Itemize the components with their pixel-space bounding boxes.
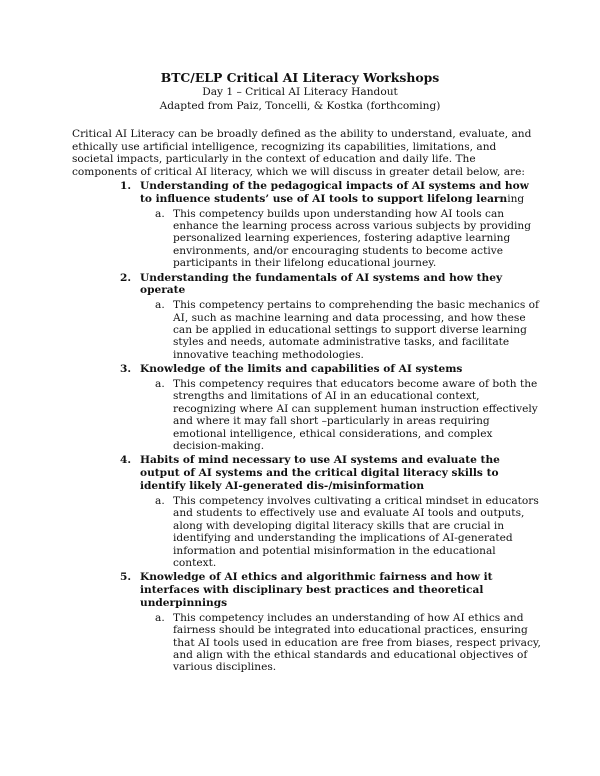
competency-description: This competency involves cultivating a critical mindset in educators and students to effectively use and evaluate AI tools and outputs, along with developing digital literacy skills that are crucial in identifying and understanding the implications of AI-generated information and potential misinformation in the educational context. bbox=[173, 494, 539, 569]
description-letter: a. bbox=[155, 299, 165, 312]
competency-item bbox=[72, 272, 542, 362]
competency-number: 1. bbox=[120, 180, 132, 192]
competency-heading-text: Knowledge of the limits and capabilities of AI systems bbox=[140, 363, 463, 376]
competency-heading bbox=[140, 272, 542, 298]
intro-paragraph: Critical AI Literacy can be broadly defined as the ability to understand, evaluate, and ethically use artificial intelligence, recognizing its capabilities, limitations, and societal impacts, particularly in the context of education and daily life. The components of critical AI literacy, which we will discuss in greater detail below, are: bbox=[72, 128, 532, 178]
competency-number: 5. bbox=[120, 571, 132, 584]
competency-item bbox=[72, 571, 542, 673]
competency-heading-text: Knowledge of AI ethics and algorithmic fairness and how it interfaces with disciplinary best practices and theoretical underpinnings bbox=[140, 571, 493, 609]
competency-description-item bbox=[140, 208, 542, 270]
competency-heading bbox=[140, 363, 542, 376]
competency-item bbox=[72, 180, 542, 270]
competency-description: This competency requires that educators become aware of both the strengths and limitations of AI in an educational context, recognizing where AI can supplement human instruction effectively and where it may fall short –particularly in areas requiring emotional intelligence, ethical considerations, and complex decision-making. bbox=[173, 378, 538, 453]
description-letter: a. bbox=[155, 611, 165, 624]
competency-number: 4. bbox=[120, 454, 132, 467]
competency-description: This competency builds upon understanding how AI tools can enhance the learning process across various subjects by providing personalized learning experiences, fostering adaptive learning environments, and/or encouraging students to become active participants in their lifelong educational journey. bbox=[173, 207, 532, 270]
competency-description-item bbox=[140, 495, 542, 569]
competency-heading-text: Understanding of the pedagogical impacts of AI systems and how to influence students’ use of AI tools to support lifelong learn bbox=[140, 180, 529, 205]
description-letter: a. bbox=[155, 207, 165, 220]
description-letter: a. bbox=[155, 378, 165, 391]
competency-list bbox=[72, 180, 542, 676]
competency-heading-text: Understanding the fundamentals of AI systems and how they operate bbox=[140, 271, 503, 297]
competency-description: This competency includes an understanding of how AI ethics and fairness should be integrated into educational practices, ensuring that AI tools used in education are free from biases, respect privacy, and align with the ethical standards and educational objectives of various disciplines. bbox=[173, 611, 541, 674]
competency-item bbox=[72, 454, 542, 569]
competency-heading bbox=[140, 454, 542, 492]
document-subtitle: Day 1 – Critical AI Literacy Handout bbox=[202, 86, 398, 98]
competency-item bbox=[72, 363, 542, 452]
competency-number: 2. bbox=[120, 271, 132, 284]
document-attribution: Adapted from Paiz, Toncelli, & Kostka (forthcoming) bbox=[159, 99, 441, 112]
competency-description: This competency pertains to comprehending the basic mechanics of AI, such as machine learning and data processing, and how these can be applied in educational settings to support diverse learning styles and needs, automate administrative tasks, and facilitate innovative teaching methodologies. bbox=[173, 299, 539, 361]
competency-heading-text: Habits of mind necessary to use AI systems and evaluate the output of AI systems and the critical digital literacy skills to identify likely AI-generated dis-/misinformation bbox=[140, 454, 500, 493]
competency-number: 3. bbox=[120, 363, 132, 376]
competency-description-item bbox=[140, 612, 542, 674]
competency-heading bbox=[140, 571, 542, 609]
document-header bbox=[0, 70, 600, 113]
document-title: BTC/ELP Critical AI Literacy Workshops bbox=[160, 70, 440, 85]
competency-heading bbox=[140, 180, 542, 206]
competency-description-item bbox=[140, 299, 542, 361]
competency-heading-tail: ing bbox=[507, 192, 525, 205]
competency-description-item bbox=[140, 378, 542, 452]
description-letter: a. bbox=[155, 494, 165, 507]
